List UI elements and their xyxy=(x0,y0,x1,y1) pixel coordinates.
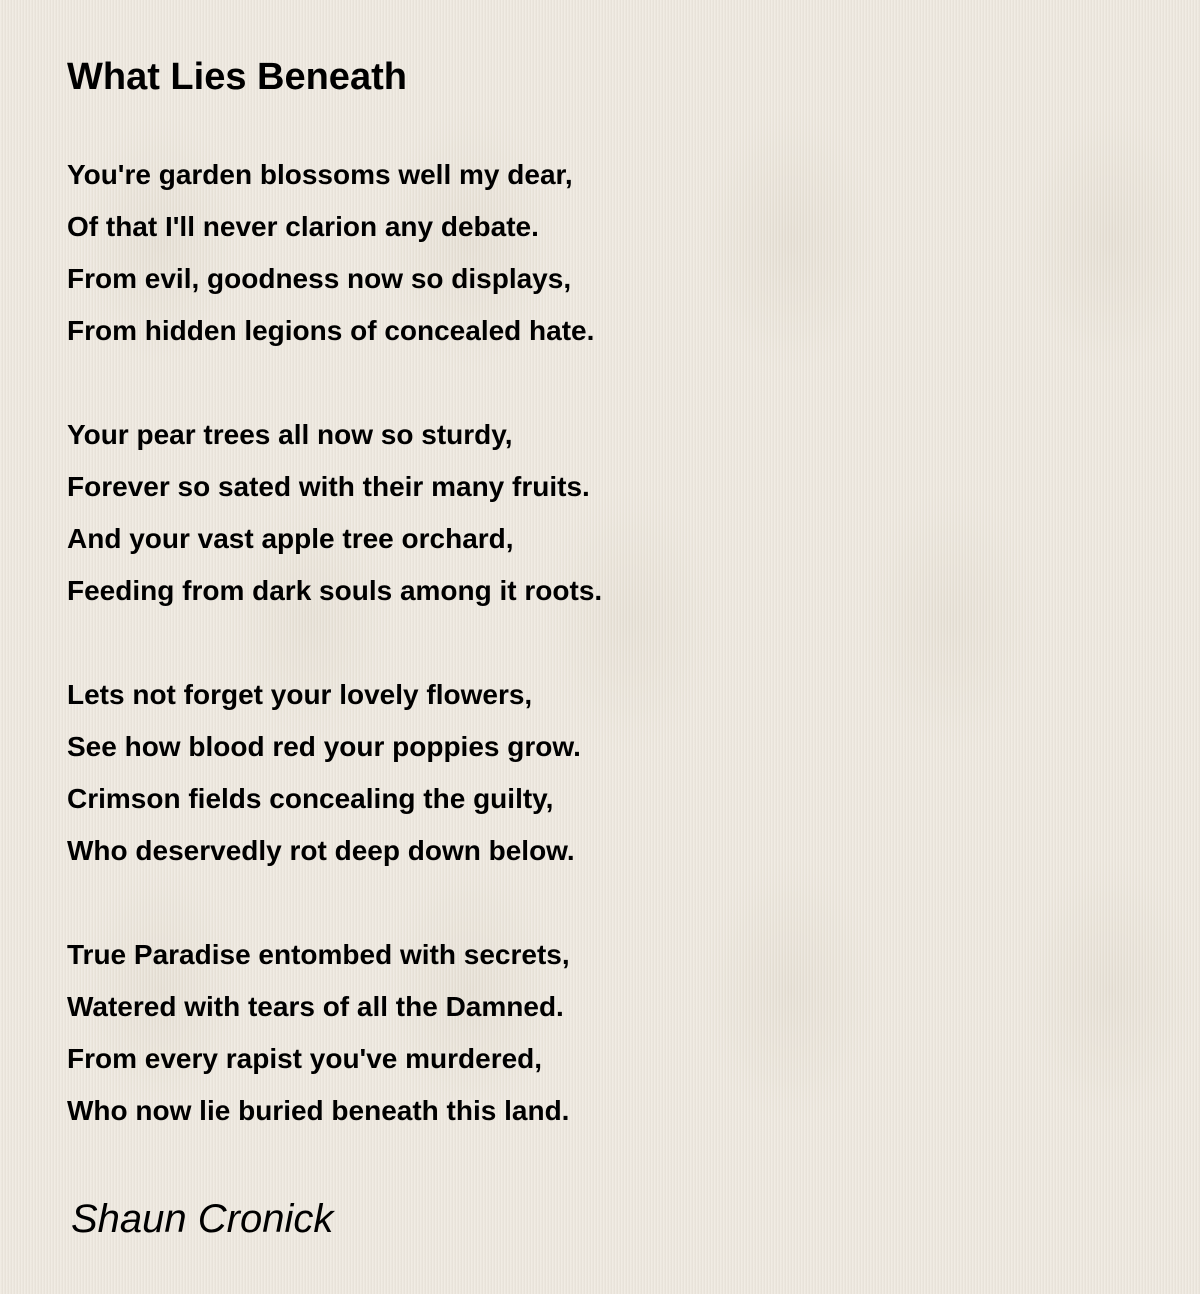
poem-line: See how blood red your poppies grow. xyxy=(67,731,581,762)
stanza-3 xyxy=(67,669,1067,877)
poem-line: Of that I'll never clarion any debate. xyxy=(67,211,539,242)
poem-line: Watered with tears of all the Damned. xyxy=(67,991,564,1022)
poem-line: Lets not forget your lovely flowers, xyxy=(67,679,533,710)
poem-line: From evil, goodness now so displays, xyxy=(67,263,572,294)
stanza-4 xyxy=(67,929,1067,1137)
poem-line: From hidden legions of concealed hate. xyxy=(67,315,595,346)
poem-line: Crimson fields concealing the guilty, xyxy=(67,783,554,814)
stanza-1 xyxy=(67,149,1067,357)
poem-line: Feeding from dark souls among it roots. xyxy=(67,575,603,606)
poem-line: You're garden blossoms well my dear, xyxy=(67,159,573,190)
poem-author: Shaun Cronick xyxy=(71,1197,334,1241)
poem-line: Forever so sated with their many fruits. xyxy=(67,471,590,502)
poem-line: And your vast apple tree orchard, xyxy=(67,523,514,554)
poem-line: Your pear trees all now so sturdy, xyxy=(67,419,513,450)
poem-line: Who now lie buried beneath this land. xyxy=(67,1095,570,1126)
poem-title: What Lies Beneath xyxy=(67,56,407,98)
stanza-2 xyxy=(67,409,1067,617)
poem-line: From every rapist you've murdered, xyxy=(67,1043,543,1074)
poem-page xyxy=(67,0,1167,1294)
poem-body xyxy=(67,149,1067,1189)
poem-line: Who deservedly rot deep down below. xyxy=(67,835,575,866)
poem-line: True Paradise entombed with secrets, xyxy=(67,939,570,970)
